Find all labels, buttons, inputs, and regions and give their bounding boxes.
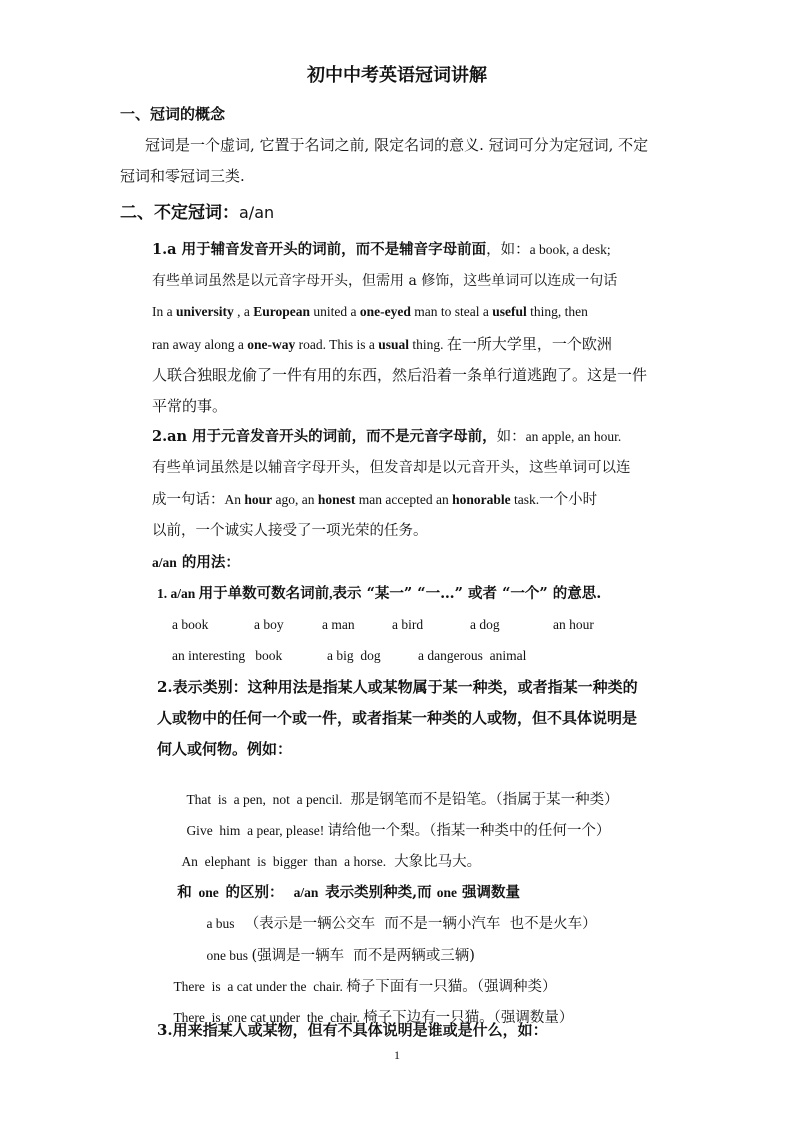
text-run: 一个小时 xyxy=(539,492,598,508)
section2-heading-cn: 二、不定冠词： xyxy=(120,203,239,223)
example-sentence1-line3: 人联合独眼龙偷了一件有用的东西，然后沿着一条单行道逃跑了。这是一件 xyxy=(152,366,648,384)
rule1-rest-en: a book, a desk; xyxy=(529,242,611,257)
section1-paragraph-line2: 冠词和零冠词三类. xyxy=(120,167,245,185)
example-word: an interesting book xyxy=(172,648,283,663)
usage2-line3: 何人或何物。例如： xyxy=(157,740,293,758)
highlighted-word: useful xyxy=(492,304,527,319)
example-sentence1-line2 xyxy=(152,334,612,355)
text-run: one bus xyxy=(206,948,252,963)
section2-heading-en: a/an xyxy=(239,203,275,222)
text-run: 那是钢笔而不是铅笔。（指属于某一种类） xyxy=(345,792,619,808)
text-run: An xyxy=(224,492,245,507)
text-run: ran away along a xyxy=(152,337,248,352)
example-word: a dog xyxy=(470,617,500,632)
text-run: united a xyxy=(310,304,360,319)
text-run: That is a pen, not a pencil. xyxy=(186,792,346,807)
text-run: 表示类别种类,而 xyxy=(325,884,437,901)
text-run: thing. xyxy=(409,337,447,352)
example-word: a big dog xyxy=(327,648,381,663)
rule1-line2: 有些单词虽然是以元音字母开头，但需用 a 修饰，这些单词可以连成一句话 xyxy=(152,273,618,289)
rule2-bold: 2.an 用于元音发音开头的词前，而不是元音字母前， xyxy=(152,428,497,445)
rule2-line4: 以前，一个诚实人接受了一项光荣的任务。 xyxy=(152,523,428,539)
text-run: 成一句话： xyxy=(152,492,225,508)
highlighted-word: European xyxy=(253,304,311,319)
rule1-rest-cn: ，如： xyxy=(486,242,530,258)
text-run: man to steal a xyxy=(410,304,493,319)
text-run: In a xyxy=(152,304,176,319)
section1-heading: 一、冠词的概念 xyxy=(120,105,226,123)
rule1-line1 xyxy=(152,240,611,260)
example-sentence1-line4: 平常的事。 xyxy=(152,397,228,415)
highlighted-word: one-way xyxy=(247,337,296,352)
example-sentence1-line1 xyxy=(152,302,588,322)
example-word: a bird xyxy=(392,617,424,632)
text-run: 的用法： xyxy=(176,554,240,571)
example-word: an hour xyxy=(553,617,594,632)
rule2-line3 xyxy=(152,490,597,510)
text-run: a bus xyxy=(206,916,245,931)
text-run: an apple, an hour. xyxy=(525,429,622,444)
text-run: Give him a pear, please! xyxy=(186,823,328,838)
section2-heading xyxy=(120,203,274,224)
text-run: (强调是一辆车 而不是两辆或三辆) xyxy=(251,948,475,964)
example-word: a boy xyxy=(254,617,284,632)
text-run: There is a cat under the chair. xyxy=(173,979,347,994)
usage3-heading: 3.用来指某人或某物，但有不具体说明是谁或是什么，如： xyxy=(157,1021,548,1039)
rule1-bold: 1.a 用于辅音发音开头的词前，而不是辅音字母前面 xyxy=(152,241,487,258)
text-run: , a xyxy=(233,304,254,319)
highlighted-word: university xyxy=(176,304,234,319)
text-run: ago, an xyxy=(272,492,318,507)
page-number: 1 xyxy=(394,1048,400,1062)
text-run: a/an xyxy=(283,885,326,900)
text-run: 椅子下边有一只猫。（强调数量） xyxy=(363,1010,574,1026)
text-run: a/an xyxy=(152,555,177,570)
highlighted-word: one-eyed xyxy=(359,304,411,319)
text-run: There is one cat under the chair. xyxy=(173,1010,364,1025)
section1-paragraph-line1: 冠词是一个虚词, 它置于名词之前, 限定名词的意义. 冠词可分为定冠词, 不定 xyxy=(145,136,649,154)
text-run: 1. a/an xyxy=(157,586,199,601)
text-run: 和 xyxy=(177,884,192,901)
text-run: 如： xyxy=(496,429,526,445)
text-run: 的区别： xyxy=(225,884,284,901)
text-run: 用于单数可数名词前 xyxy=(198,585,330,602)
text-run: task. xyxy=(510,492,540,507)
text-run: one xyxy=(191,885,226,900)
usage-heading xyxy=(152,553,240,573)
text-run: thing, then xyxy=(526,304,588,319)
page-title: 初中中考英语冠词讲解 xyxy=(307,65,487,86)
rule2-line1 xyxy=(152,427,621,447)
usage2-line2: 人或物中的任何一个或一件，或者指某一种类的人或物，但不具体说明是 xyxy=(157,709,638,727)
text-run: 请给他一个梨。（指某一种类中的任何一个） xyxy=(327,823,611,839)
example-word: a dangerous animal xyxy=(418,648,527,663)
highlighted-word: usual xyxy=(378,337,409,352)
usage1-heading xyxy=(157,584,601,604)
text-run: man accepted an xyxy=(355,492,453,507)
text-run: 椅子下面有一只猫。（强调种类） xyxy=(346,979,557,995)
text-run: , xyxy=(329,586,333,601)
text-run: 在一所大学里，一个欧洲 xyxy=(446,335,612,353)
text-run: road. This is a xyxy=(295,337,379,352)
example-word: a man xyxy=(322,617,355,632)
usage2-line1: 2.表示类别：这种用法是指某人或某物属于某一种类，或者指某一种类的 xyxy=(157,678,638,696)
highlighted-word: honest xyxy=(317,492,356,507)
example-word: a book xyxy=(172,617,209,632)
text-run: An elephant is bigger than a horse. xyxy=(181,854,390,869)
text-run: 强调数量 xyxy=(456,884,521,901)
text-run: （表示是一辆公交车 而不是一辆小汽车 也不是火车） xyxy=(244,916,597,932)
rule2-line2: 有些单词虽然是以辅音字母开头，但发音却是以元音开头，这些单词可以连 xyxy=(152,460,631,476)
highlighted-word: hour xyxy=(244,492,273,507)
highlighted-word: honorable xyxy=(452,492,511,507)
text-run: one xyxy=(436,885,457,900)
text-run: 大象比马大。 xyxy=(389,854,482,870)
text-run: 表示 “某一” “一…” 或者 “一个” 的意思. xyxy=(332,585,602,602)
